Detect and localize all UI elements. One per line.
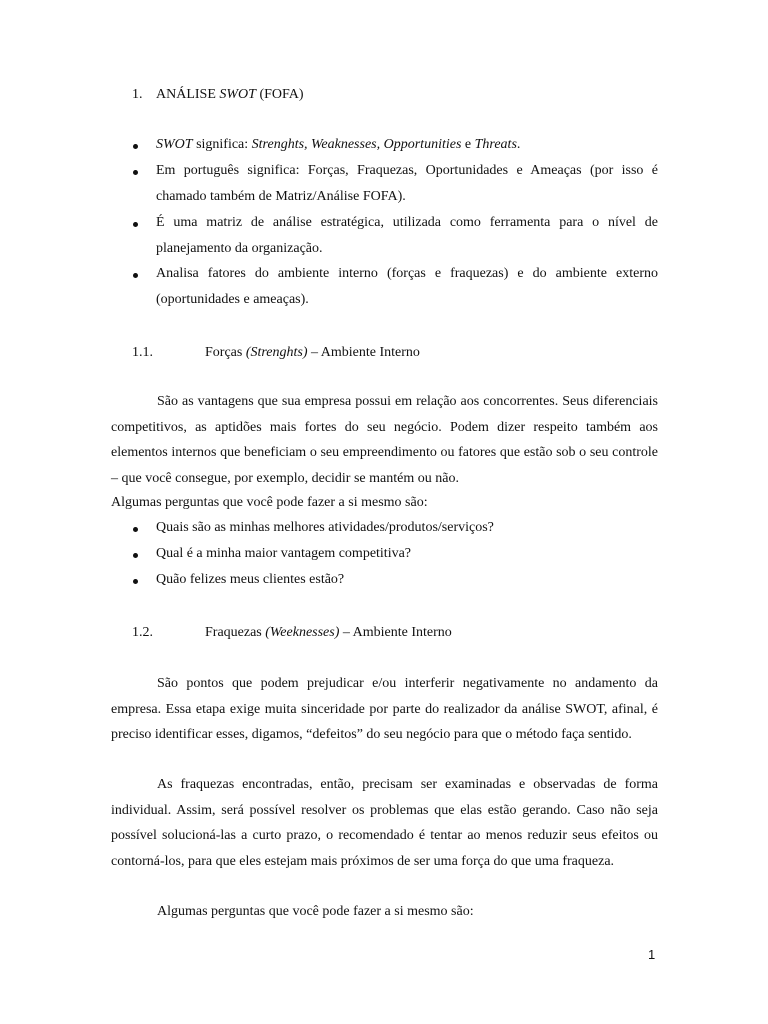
section-1-1-questions-intro: Algumas perguntas que você pode fazer a si mesmo são: bbox=[111, 495, 428, 510]
bullet-icon bbox=[133, 553, 138, 558]
bullet-icon bbox=[133, 273, 138, 278]
question-item: Qual é a minha maior vantagem competitiva? bbox=[156, 546, 412, 561]
section-1-1-paragraph: São as vantagens que sua empresa possui em relação aos concorrentes. Seus diferenciais competitivos, as aptidões mais fortes do seu negócio. Podem dizer respeito também aos elementos internos que beneficiam o seu empreendimento ou fatores que estão sob o seu controle – que você consegue, por exemplo, decidir se mantém ou não. bbox=[111, 394, 658, 487]
intro-bullet-3: É uma matriz de análise estratégica, utilizada como ferramenta para o nível de planejamento da organização. bbox=[156, 215, 658, 256]
bullet-icon bbox=[133, 579, 138, 584]
section-1-2-paragraph-3: Algumas perguntas que você pode fazer a si mesmo são: bbox=[157, 904, 474, 919]
intro-bullet-4: Analisa fatores do ambiente interno (forças e fraquezas) e do ambiente externo (oportunidades e ameaças). bbox=[156, 266, 658, 307]
section-1-1-number: 1.1. bbox=[132, 345, 153, 360]
section-1-2-paragraph-2: As fraquezas encontradas, então, precisam ser examinadas e observadas de forma individual. Assim, será possível resolver os problemas que elas estão gerando. Caso não seja possível solucioná-las a curto prazo, o recomendado é tentar ao menos reduzir seus efeitos ou contorná-los, para que eles estejam mais próximos de ser uma força do que uma fraqueza. bbox=[111, 777, 658, 870]
question-item: Quais são as minhas melhores atividades/produtos/serviços? bbox=[156, 520, 494, 535]
bullet-icon bbox=[133, 527, 138, 532]
section-1-2-title: Fraquezas (Weeknesses) – Ambiente Interno bbox=[205, 625, 452, 640]
page-number: 1 bbox=[648, 947, 656, 962]
question-item: Quão felizes meus clientes estão? bbox=[156, 572, 345, 587]
bullet-icon bbox=[133, 144, 138, 149]
intro-bullet-1: SWOT significa: Strenghts, Weaknesses, Opportunities e Threats. bbox=[156, 137, 521, 152]
bullet-icon bbox=[133, 222, 138, 227]
section-1-1-title: Forças (Strenghts) – Ambiente Interno bbox=[205, 345, 420, 360]
heading-number: 1. bbox=[132, 87, 143, 102]
section-1-2-number: 1.2. bbox=[132, 625, 153, 640]
intro-bullet-2: Em português significa: Forças, Fraquezas, Oportunidades e Ameaças (por isso é chamado também de Matriz/Análise FOFA). bbox=[156, 163, 658, 204]
section-1-2-paragraph-1: São pontos que podem prejudicar e/ou interferir negativamente no andamento da empresa. Essa etapa exige muita sinceridade por parte do realizador da análise SWOT, afinal, é preciso identificar esses, digamos, “defeitos” do seu negócio para que o método faça sentido. bbox=[111, 676, 658, 743]
bullet-icon bbox=[133, 170, 138, 175]
heading-title: ANÁLISE SWOT (FOFA) bbox=[156, 87, 304, 102]
